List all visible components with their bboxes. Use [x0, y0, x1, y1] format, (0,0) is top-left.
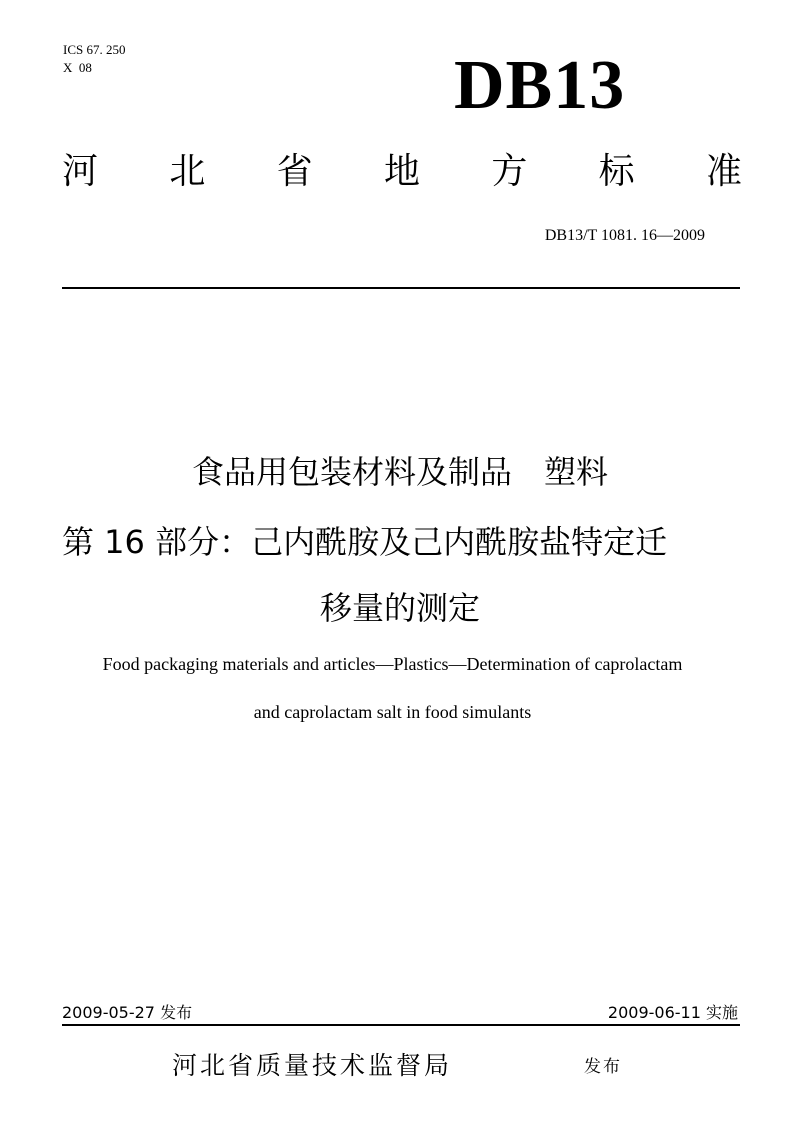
- standard-type-char: 准: [705, 151, 742, 192]
- standard-type-char: 河: [62, 151, 99, 192]
- standard-type-title: [62, 150, 742, 194]
- implementation-date: 2009-06-11 实施: [607, 1003, 738, 1022]
- english-title-line-2: and caprolactam salt in food simulants: [253, 702, 532, 722]
- chinese-title-line-2: 第 16 部分：己内酰胺及己内酰胺盐特定迁: [62, 523, 668, 561]
- issuing-authority: 河北省质量技术监督局: [172, 1051, 453, 1080]
- english-title-line-1: Food packaging materials and articles—Plastics—Determination of caprolactam: [102, 654, 683, 674]
- standard-type-char: 省: [276, 151, 313, 192]
- issuing-label: 发布: [584, 1057, 622, 1077]
- publication-date: 2009-05-27 发布: [62, 1003, 193, 1022]
- standard-code: DB13/T 1081. 16—2009: [544, 227, 705, 244]
- chinese-title-line-3: 移量的测定: [319, 589, 480, 627]
- ics-classification: [63, 41, 125, 77]
- standard-type-char: 方: [491, 151, 528, 192]
- bottom-divider: [62, 1024, 740, 1026]
- standard-type-char: 地: [383, 151, 420, 192]
- chinese-title-line-1: 食品用包装材料及制品 塑料: [191, 453, 608, 491]
- standard-type-char: 标: [598, 151, 635, 192]
- standard-logo: DB13: [454, 47, 626, 124]
- top-divider: [62, 287, 740, 289]
- ics-code: ICS 67. 250: [63, 42, 126, 57]
- standard-type-char: 北: [169, 151, 206, 192]
- ccs-code: X 08: [63, 60, 92, 75]
